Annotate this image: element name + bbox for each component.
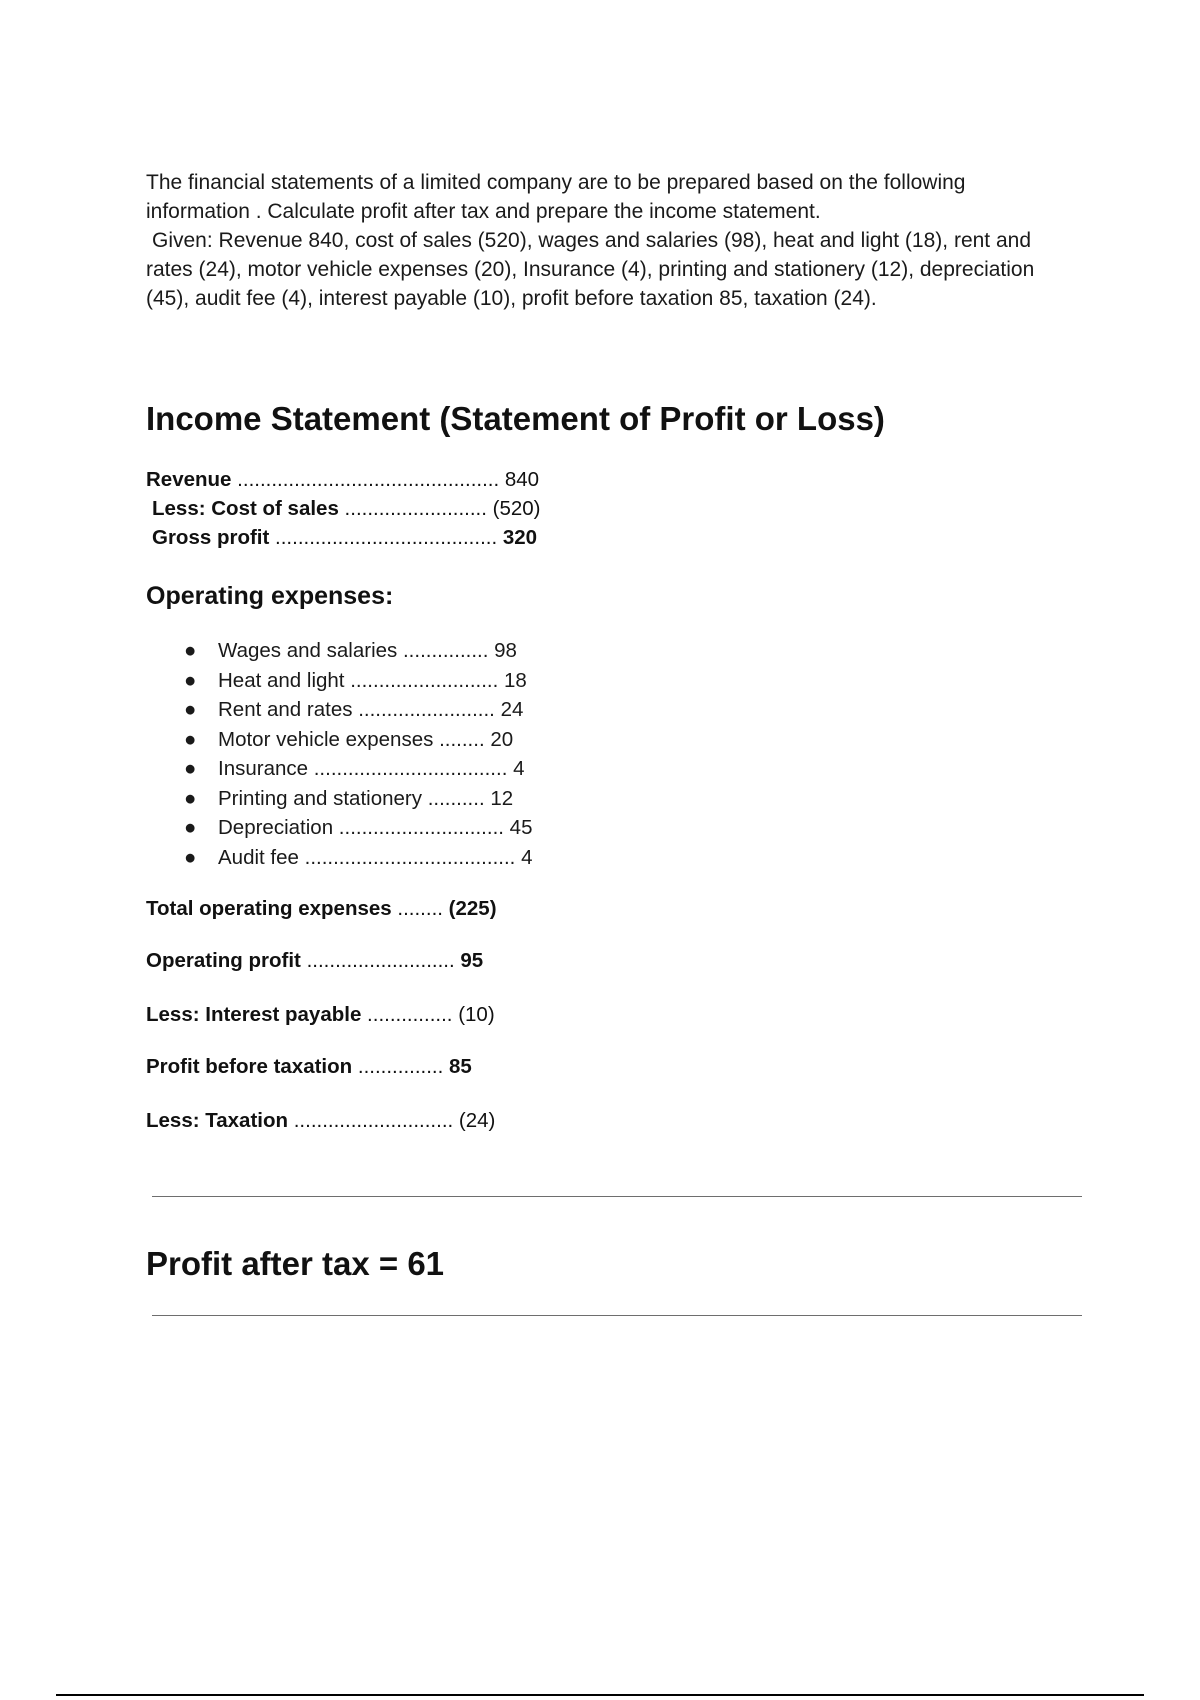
item-label: Printing and stationery (218, 786, 422, 810)
page-title: Income Statement (Statement of Profit or Loss) (146, 400, 885, 437)
leader-dots: ......................... (344, 497, 487, 520)
item-label: Rent and rates (218, 698, 353, 721)
leader-dots: .......................... (306, 949, 455, 972)
item-value: 4 (521, 845, 533, 869)
divider (152, 1315, 1082, 1316)
row-value: (24) (458, 1109, 496, 1132)
row-label: Operating profit (146, 949, 301, 972)
item-value: 24 (500, 698, 524, 721)
gross-profit-row (146, 523, 1086, 552)
leader-dots: .......... (427, 786, 485, 810)
row-value: 85 (449, 1055, 472, 1078)
item-label: Audit fee (218, 845, 299, 869)
item-value: 4 (513, 757, 525, 780)
revenue-row (146, 465, 1086, 494)
operating-expenses-heading: Operating expenses: (146, 582, 394, 610)
total-operating-expenses-row (146, 894, 1086, 923)
operating-expenses-list (146, 636, 1086, 872)
divider (152, 1196, 1082, 1197)
intro-line: The financial statements of a limited company are to be prepared based on the following (146, 171, 966, 194)
interest-payable-row (146, 1000, 1086, 1029)
list-item (146, 666, 1086, 696)
bullet-icon: ● (184, 698, 197, 721)
list-item (146, 636, 1086, 666)
leader-dots: ............... (402, 639, 489, 662)
taxation-row (146, 1106, 1086, 1135)
page-bottom-rule (56, 1694, 1144, 1696)
row-label: Revenue (146, 468, 232, 491)
leader-dots: ....................................... (275, 526, 498, 549)
item-label: Depreciation (218, 816, 334, 839)
bullet-icon: ● (184, 639, 197, 662)
leader-dots: ........ (439, 727, 485, 751)
row-label: Less: Interest payable (146, 1003, 362, 1026)
question-text (146, 168, 1086, 313)
row-value: (520) (492, 497, 541, 520)
row-label: Less: Taxation (146, 1109, 289, 1132)
operating-profit-row (146, 946, 1086, 975)
item-value: 20 (490, 727, 514, 751)
row-value: 320 (502, 526, 538, 549)
bullet-icon: ● (184, 727, 197, 751)
leader-dots: ............................ (293, 1109, 454, 1132)
leader-dots: ............... (357, 1055, 444, 1078)
row-label: Less: Cost of sales (152, 497, 339, 520)
bullet-icon: ● (184, 786, 197, 810)
leader-dots: .............................................. (237, 468, 500, 491)
intro-line: rates (24), motor vehicle expenses (20), Insurance (4), printing and stationery (12), depreciation (146, 258, 1035, 281)
bullet-icon: ● (184, 816, 197, 839)
intro-line: information . Calculate profit after tax and prepare the income statement. (146, 200, 821, 223)
profit-before-taxation-row (146, 1052, 1086, 1081)
gross-profit-summary (146, 465, 1086, 552)
item-value: 18 (504, 668, 527, 692)
row-value: (10) (458, 1003, 495, 1026)
intro-line: Given: Revenue 840, cost of sales (520), wages and salaries (98), heat and light (18), rent and (152, 229, 1032, 252)
item-label: Wages and salaries (218, 639, 398, 662)
item-value: 12 (490, 786, 514, 810)
item-value: 98 (494, 639, 517, 662)
list-item (146, 754, 1086, 784)
leader-dots: .......................... (350, 668, 499, 692)
bullet-icon: ● (184, 757, 197, 780)
list-item (146, 843, 1086, 873)
leader-dots: ........................ (358, 698, 495, 721)
item-label: Heat and light (218, 668, 345, 692)
row-value: (225) (448, 897, 497, 920)
item-label: Motor vehicle expenses (218, 727, 434, 751)
leader-dots: .................................. (313, 757, 508, 780)
row-label: Gross profit (152, 526, 270, 549)
list-item (146, 784, 1086, 814)
profit-after-tax-result: Profit after tax = 61 (146, 1245, 445, 1282)
bullet-icon: ● (184, 845, 197, 869)
item-label: Insurance (218, 757, 309, 780)
list-item (146, 725, 1086, 755)
list-item (146, 695, 1086, 725)
leader-dots: ............... (367, 1003, 453, 1026)
leader-dots: ............................. (338, 816, 504, 839)
item-value: 45 (509, 816, 533, 839)
intro-line: (45), audit fee (4), interest payable (10), profit before taxation 85, taxation (24). (146, 287, 877, 310)
bullet-icon: ● (184, 668, 197, 692)
document-body (146, 168, 1086, 1135)
leader-dots: ..................................... (304, 845, 516, 869)
row-value: 840 (504, 468, 540, 491)
list-item (146, 813, 1086, 843)
leader-dots: ........ (397, 897, 443, 920)
row-value: 95 (460, 949, 484, 972)
row-label: Total operating expenses (146, 897, 392, 920)
row-label: Profit before taxation (146, 1055, 353, 1078)
cost-of-sales-row (146, 494, 1086, 523)
